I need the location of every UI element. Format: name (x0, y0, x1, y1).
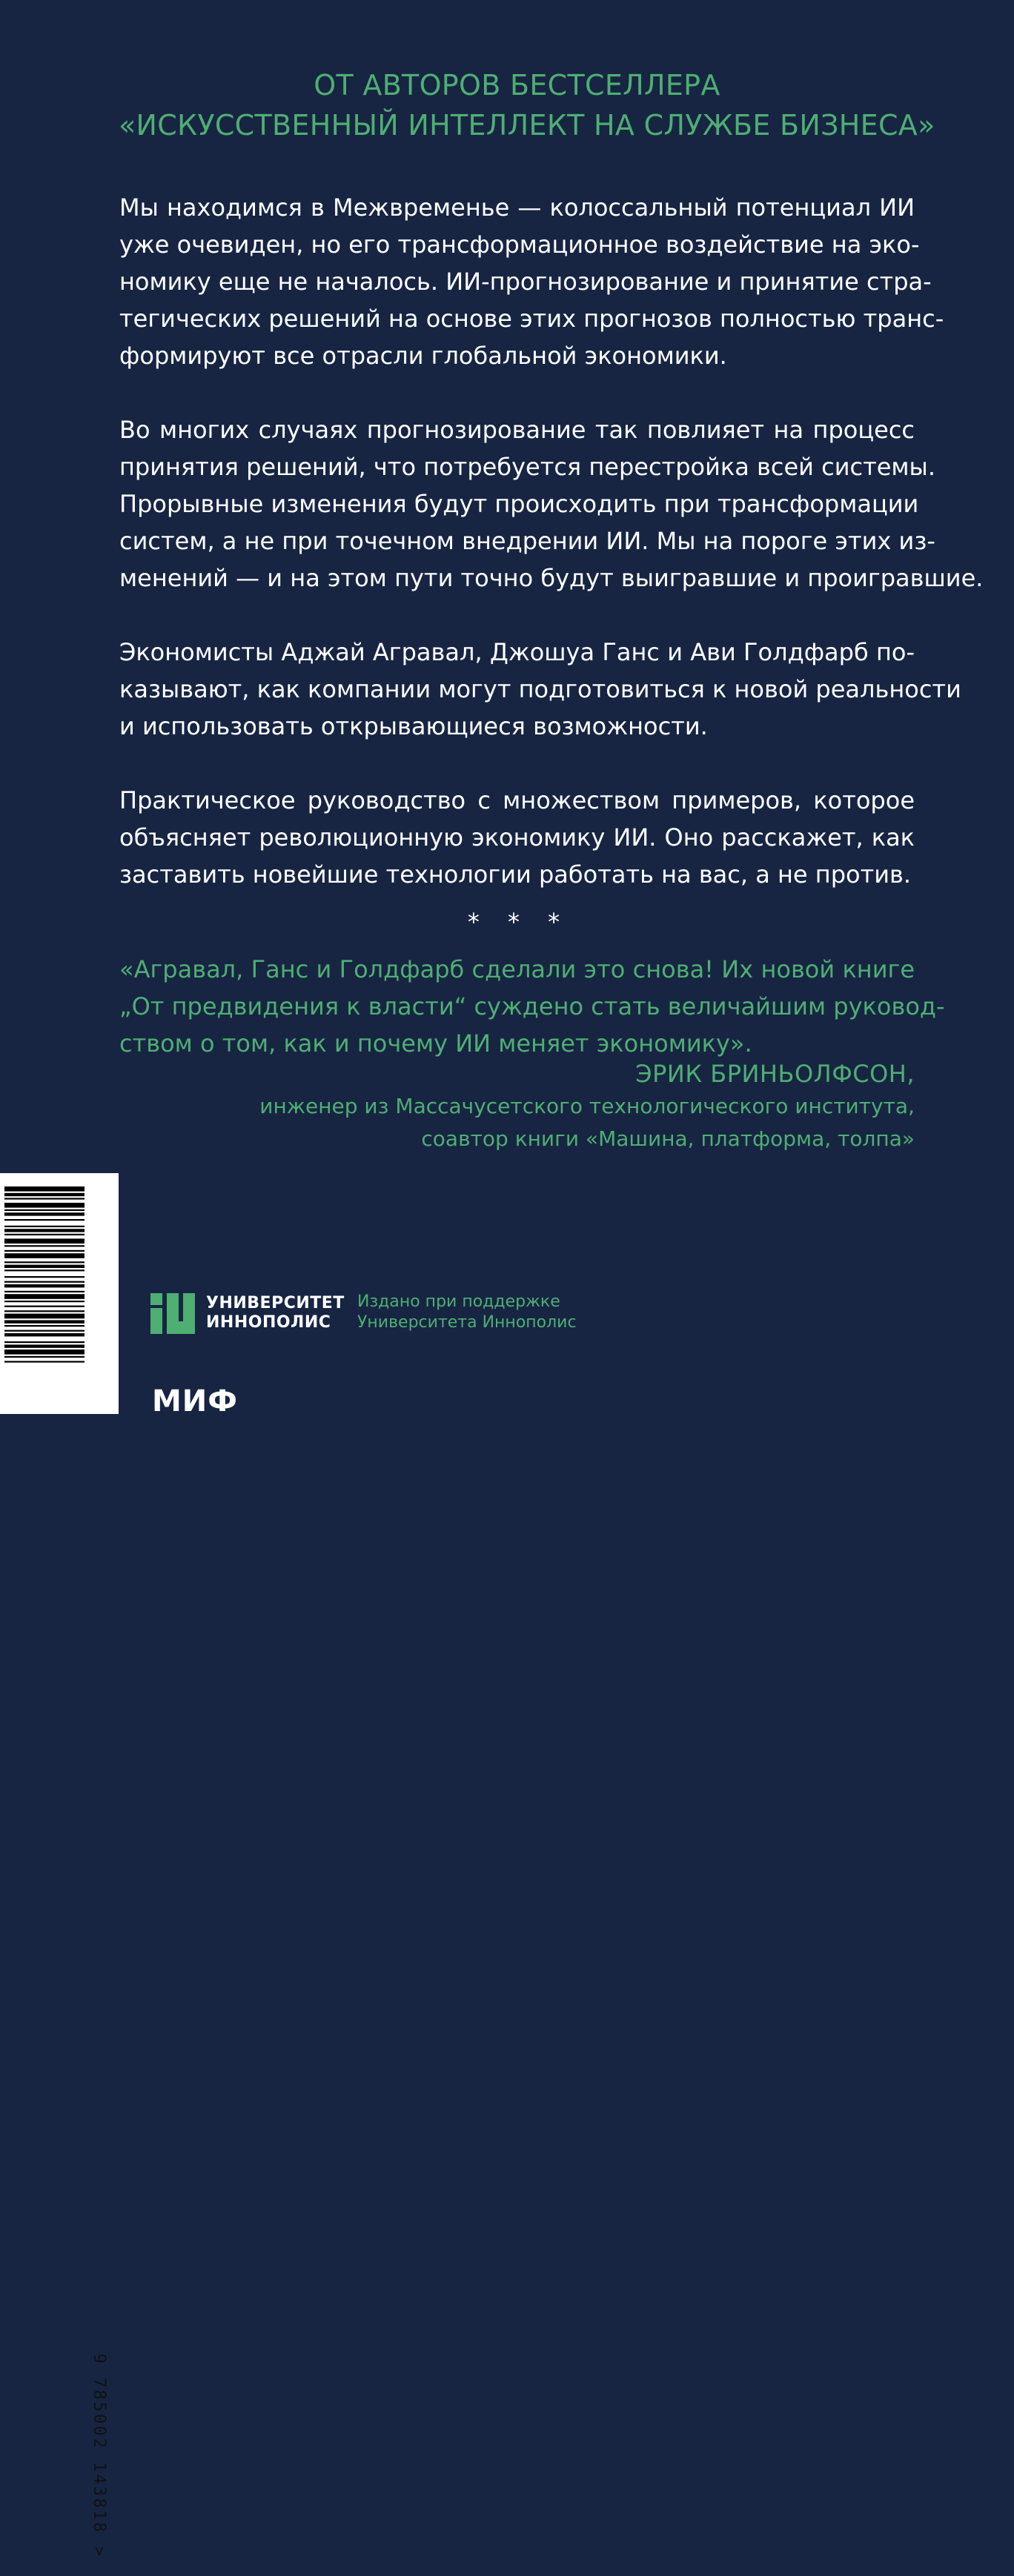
paragraph-line: Практическое руководство с множеством примеров, которое (119, 786, 915, 814)
barcode-bar (4, 1306, 84, 1307)
barcode-bar (4, 1245, 84, 1246)
header-line-2: «ИСКУССТВЕННЫЙ ИНТЕЛЛЕКТ НА СЛУЖБЕ БИЗНЕСА» (119, 109, 935, 142)
barcode-bar (4, 1325, 84, 1327)
paragraph-line: и использовать открывающиеся возможности. (119, 712, 708, 740)
barcode-bar (4, 1229, 84, 1232)
barcode-bar (4, 1234, 84, 1235)
support-note (357, 1292, 577, 1333)
endorsement-quote (119, 951, 945, 1062)
barcode-bar (4, 1361, 84, 1362)
barcode-bar (4, 1212, 84, 1215)
barcode-bar (4, 1310, 84, 1312)
paragraph-line: Мы находимся в Межвременье — колоссальный потенциал ИИ (119, 193, 915, 222)
paragraph-line: объясняет революционную экономику ИИ. Оно расскажет, как (119, 823, 915, 852)
barcode-bar (4, 1265, 84, 1268)
barcode-bar (4, 1209, 84, 1211)
university-name-line-1: УНИВЕРСИТЕТ (206, 1294, 345, 1312)
paragraph-line: Экономисты Аджай Агравал, Джошуа Ганс и Ави Голдфарб по- (119, 638, 915, 666)
isbn-barcode (0, 1173, 119, 2559)
barcode-bar (4, 1261, 84, 1263)
barcode-bar (4, 1253, 84, 1258)
paragraph-3 (119, 634, 961, 745)
barcode-bar (4, 1350, 84, 1355)
paragraph-line: формируют все отрасли глобальной экономики. (119, 342, 727, 370)
barcode-bars (0, 1173, 87, 1414)
paragraph-line: тегических решений на основе этих прогнозов полностью транс- (119, 305, 944, 333)
support-line-1: Издано при поддержке (357, 1292, 560, 1311)
barcode-bar (4, 1314, 84, 1319)
barcode-bar (4, 1330, 84, 1332)
support-line-2: Университета Иннополис (357, 1313, 577, 1332)
barcode-bar (4, 1186, 84, 1192)
university-name (206, 1294, 345, 1332)
paragraph-line: казывают, как компании могут подготовиться к новой реальности (119, 675, 961, 703)
paragraph-4 (119, 782, 915, 893)
barcode-bar (4, 1294, 84, 1299)
isbn-number: 9 785002 143818 > (90, 2354, 108, 2559)
university-name-line-2: ИННОПОЛИС (206, 1313, 331, 1332)
paragraph-line: Во многих случаях прогнозирование так повлияет на процесс (119, 416, 915, 444)
barcode-bar (4, 1219, 84, 1221)
quote-author: ЭРИК БРИНЬОЛФСОН, (635, 1060, 915, 1088)
barcode-bar (4, 1356, 84, 1358)
barcode-bar (4, 1341, 84, 1343)
barcode-bar (4, 1203, 84, 1208)
quote-attribution (173, 1058, 915, 1155)
quote-line: «Агравал, Ганс и Голдфарб сделали это снова! Их новой книге (119, 955, 915, 983)
paragraph-line: систем, а не при точечном внедрении ИИ. Мы на пороге этих из- (119, 527, 935, 555)
publisher-logo: МИФ (152, 1384, 238, 1418)
paragraph-line: заставить новейшие технологии работать на вас, а не против. (119, 860, 912, 889)
barcode-bar (4, 1276, 84, 1278)
barcode-bar (4, 1198, 84, 1199)
asterism-separator: * * * (467, 908, 571, 936)
quote-author-role: инженер из Массачусетского технологического института, (259, 1094, 915, 1118)
paragraph-line: уже очевиден, но его трансформационное воздействие на эко- (119, 230, 920, 259)
barcode-bar (4, 1284, 84, 1287)
paragraph-line: Прорывные изменения будут происходить при трансформации (119, 490, 919, 518)
innopolis-logo-icon (150, 1293, 195, 1334)
quote-author-book: соавтор книги «Машина, платформа, толпа» (421, 1126, 915, 1151)
paragraph-line: принятия решений, что потребуется перестройка всей системы. (119, 453, 935, 481)
barcode-bar (4, 1250, 84, 1252)
barcode-bar (4, 1320, 84, 1323)
bestseller-header (119, 65, 935, 145)
barcode-bar (4, 1269, 84, 1271)
paragraph-1 (119, 189, 944, 374)
barcode-bar (4, 1344, 84, 1347)
paragraph-line: номику еще не началось. ИИ-прогнозирование и принятие стра- (119, 268, 932, 296)
barcode-bar (4, 1281, 84, 1283)
barcode-bar (4, 1193, 84, 1196)
paragraph-2 (119, 411, 984, 597)
barcode-bar (4, 1301, 84, 1302)
barcode-bar (4, 1226, 84, 1227)
quote-line: „От предвидения к власти“ суждено стать величайшим руковод- (119, 992, 945, 1020)
quote-line: ством о том, как и почему ИИ меняет экономику». (119, 1029, 752, 1058)
barcode-bar (4, 1238, 84, 1244)
header-line-1: ОТ АВТОРОВ БЕСТСЕЛЛЕРА (314, 69, 720, 102)
barcode-bar (4, 1291, 84, 1292)
barcode-bar (4, 1333, 84, 1336)
paragraph-line: менений — и на этом пути точно будут выигравшие и проигравшие. (119, 564, 984, 592)
